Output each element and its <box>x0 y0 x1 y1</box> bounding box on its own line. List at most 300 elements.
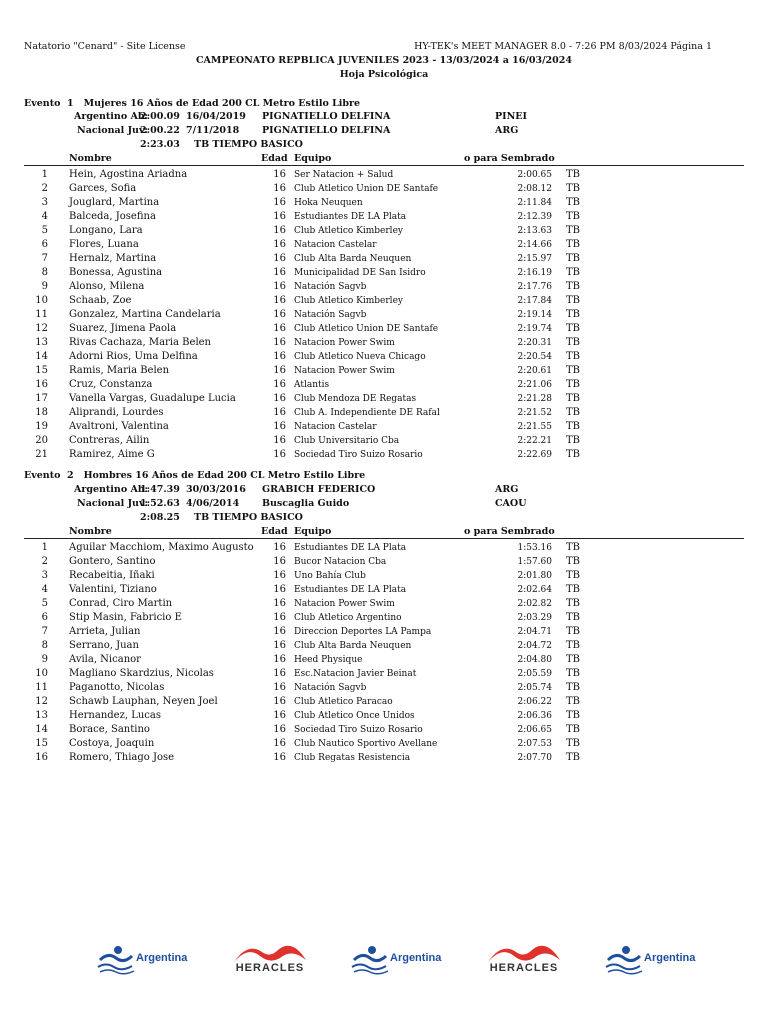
cell-name: Romero, Thiago Jose <box>69 752 175 763</box>
cell-age: 16 <box>273 281 286 292</box>
record-holder: TB TIEMPO BASICO <box>194 139 303 150</box>
cell-name: Balceda, Josefina <box>69 211 156 222</box>
cell-age: 16 <box>273 556 286 567</box>
table-row <box>0 308 768 322</box>
cell-time: 2:05.59 <box>517 669 552 679</box>
table-row <box>0 448 768 462</box>
table-row <box>0 406 768 420</box>
cell-tb: TB <box>566 421 581 432</box>
argentina-logo <box>96 940 192 980</box>
table-row <box>0 294 768 308</box>
cell-age: 16 <box>273 640 286 651</box>
cell-age: 16 <box>273 626 286 637</box>
cell-team: Club Atletico Paracao <box>294 697 393 707</box>
cell-name: Ramirez, Aime G <box>69 449 155 460</box>
cell-place: 10 <box>35 668 48 679</box>
col-seed: o para Sembrado <box>464 153 555 164</box>
cell-time: 2:03.29 <box>517 613 552 623</box>
cell-name: Arrieta, Julian <box>69 626 141 637</box>
cell-age: 16 <box>273 309 286 320</box>
col-team: Equipo <box>294 526 332 537</box>
table-row <box>0 695 768 709</box>
cell-age: 16 <box>273 253 286 264</box>
table-row <box>0 252 768 266</box>
cell-name: Jouglard, Martina <box>69 197 160 208</box>
col-age: Edad <box>261 153 288 164</box>
cell-time: 2:07.70 <box>517 753 552 763</box>
cell-age: 16 <box>273 724 286 735</box>
cell-team: Club Alta Barda Neuquen <box>294 254 412 264</box>
cell-place: 4 <box>41 584 48 595</box>
cell-team: Atlantis <box>294 380 330 390</box>
table-row <box>0 322 768 336</box>
table-row <box>0 751 768 765</box>
cell-time: 2:02.64 <box>517 585 552 595</box>
cell-tb: TB <box>566 393 581 404</box>
cell-place: 17 <box>35 393 48 404</box>
cell-age: 16 <box>273 584 286 595</box>
cell-place: 21 <box>35 449 48 460</box>
record-date: 30/03/2016 <box>186 484 246 495</box>
cell-time: 2:20.61 <box>517 366 552 376</box>
cell-place: 9 <box>41 281 48 292</box>
table-row <box>0 625 768 639</box>
cell-team: Hoka Neuquen <box>294 198 363 208</box>
cell-place: 11 <box>35 682 48 693</box>
cell-age: 16 <box>273 682 286 693</box>
cell-team: Direccion Deportes LA Pampa <box>294 627 432 637</box>
table-row <box>0 168 768 182</box>
cell-team: Natacion Power Swim <box>294 366 395 376</box>
cell-name: Vanella Vargas, Guadalupe Lucia <box>69 393 236 404</box>
cell-tb: TB <box>566 584 581 595</box>
cell-age: 16 <box>273 542 286 553</box>
header-rule <box>24 165 744 166</box>
cell-tb: TB <box>566 337 581 348</box>
cell-age: 16 <box>273 570 286 581</box>
heracles-mark-icon <box>230 940 310 964</box>
cell-name: Schaab, Zoe <box>69 295 132 306</box>
cell-team: Uno Bahía Club <box>294 571 366 581</box>
cell-place: 14 <box>35 724 48 735</box>
cell-team: Sociedad Tiro Suizo Rosario <box>294 725 423 735</box>
cell-time: 2:21.55 <box>517 422 552 432</box>
cell-age: 16 <box>273 295 286 306</box>
cell-team: Bucor Natacion Cba <box>294 557 387 567</box>
record-argentino <box>0 484 768 498</box>
cell-age: 16 <box>273 239 286 250</box>
report-title: Hoja Psicológica <box>339 69 429 80</box>
table-row <box>0 737 768 751</box>
cell-age: 16 <box>273 668 286 679</box>
cell-age: 16 <box>273 612 286 623</box>
record-date: 4/06/2014 <box>186 498 240 509</box>
record-label: Nacional Juv: <box>77 125 148 136</box>
cell-time: 2:17.84 <box>517 296 552 306</box>
cell-team: Club Atletico Argentino <box>294 613 402 623</box>
cell-time: 2:04.80 <box>517 655 552 665</box>
cell-name: Adorni Rios, Uma Delfina <box>69 351 198 362</box>
cell-time: 2:04.71 <box>517 627 552 637</box>
cell-time: 2:06.36 <box>517 711 552 721</box>
cell-place: 16 <box>35 379 48 390</box>
cell-tb: TB <box>566 211 581 222</box>
cell-time: 2:01.80 <box>517 571 552 581</box>
cell-time: 2:11.84 <box>517 198 552 208</box>
cell-place: 12 <box>35 323 48 334</box>
table-row <box>0 182 768 196</box>
swimmer-icon <box>350 940 390 980</box>
cell-team: Natacion Power Swim <box>294 338 395 348</box>
cell-age: 16 <box>273 654 286 665</box>
cell-time: 2:16.19 <box>517 268 552 278</box>
cell-place: 6 <box>41 612 48 623</box>
cell-place: 2 <box>41 556 48 567</box>
cell-place: 15 <box>35 365 48 376</box>
cell-name: Longano, Lara <box>69 225 143 236</box>
cell-age: 16 <box>273 598 286 609</box>
cell-age: 16 <box>273 337 286 348</box>
record-time: 2:23.03 <box>140 139 180 150</box>
col-team: Equipo <box>294 153 332 164</box>
record-time: 1:52.63 <box>140 498 180 509</box>
cell-team: Sociedad Tiro Suizo Rosario <box>294 450 423 460</box>
cell-age: 16 <box>273 393 286 404</box>
record-nacional <box>0 125 768 139</box>
cell-tb: TB <box>566 626 581 637</box>
cell-age: 16 <box>273 169 286 180</box>
cell-name: Aguilar Macchiom, Maximo Augusto <box>69 542 254 553</box>
record-holder: PIGNATIELLO DELFINA <box>262 111 391 122</box>
table-row <box>0 653 768 667</box>
cell-age: 16 <box>273 197 286 208</box>
cell-team: Natación Sagvb <box>294 282 367 292</box>
cell-name: Gontero, Santino <box>69 556 156 567</box>
cell-name: Rivas Cachaza, Maria Belen <box>69 337 211 348</box>
logo-wordmark: HERACLES <box>489 962 559 974</box>
record-time: 1:47.39 <box>140 484 180 495</box>
cell-name: Schawb Lauphan, Neyen Joel <box>69 696 218 707</box>
cell-tb: TB <box>566 267 581 278</box>
cell-tb: TB <box>566 682 581 693</box>
cell-team: Club Regatas Resistencia <box>294 753 411 763</box>
cell-team: Club Atletico Nueva Chicago <box>294 352 426 362</box>
cell-name: Alonso, Milena <box>69 281 145 292</box>
cell-tb: TB <box>566 710 581 721</box>
software-version-text: HY-TEK's MEET MANAGER 8.0 - 7:26 PM 8/03/2024 Página 1 <box>414 41 712 52</box>
cell-team: Natacion Castelar <box>294 240 377 250</box>
record-label: Argentino Ab: <box>73 111 148 122</box>
cell-tb: TB <box>566 365 581 376</box>
cell-time: 2:00.65 <box>517 170 552 180</box>
cell-age: 16 <box>273 183 286 194</box>
cell-name: Serrano, Juan <box>69 640 139 651</box>
cell-tb: TB <box>566 407 581 418</box>
heracles-logo <box>484 940 564 980</box>
cell-team: Estudiantes DE LA Plata <box>294 543 407 553</box>
cell-tb: TB <box>566 654 581 665</box>
col-seed: o para Sembrado <box>464 526 555 537</box>
cell-place: 20 <box>35 435 48 446</box>
table-row <box>0 350 768 364</box>
cell-name: Flores, Luana <box>69 239 139 250</box>
cell-place: 7 <box>41 626 48 637</box>
record-team: CAOU <box>495 498 527 509</box>
cell-time: 2:06.22 <box>517 697 552 707</box>
cell-place: 5 <box>41 225 48 236</box>
cell-tb: TB <box>566 738 581 749</box>
cell-time: 2:20.54 <box>517 352 552 362</box>
cell-tb: TB <box>566 435 581 446</box>
event-title: Evento 1 Mujeres 16 Años de Edad 200 CL Metro Estilo Libre <box>24 98 361 109</box>
cell-team: Natacion Castelar <box>294 422 377 432</box>
record-team: PINEI <box>495 111 527 122</box>
record-holder: TB TIEMPO BASICO <box>194 512 303 523</box>
cell-time: 2:17.76 <box>517 282 552 292</box>
cell-team: Club Mendoza DE Regatas <box>294 394 417 404</box>
cell-age: 16 <box>273 738 286 749</box>
table-row <box>0 378 768 392</box>
record-date: 7/11/2018 <box>186 125 240 136</box>
cell-time: 1:57.60 <box>517 557 552 567</box>
cell-place: 10 <box>35 295 48 306</box>
cell-name: Hernalz, Martina <box>69 253 157 264</box>
cell-place: 3 <box>41 197 48 208</box>
cell-time: 2:07.53 <box>517 739 552 749</box>
logo-wordmark: Argentina <box>390 952 442 964</box>
heracles-logo <box>230 940 310 980</box>
table-row <box>0 709 768 723</box>
cell-team: Club A. Independiente DE Rafal <box>294 408 440 418</box>
cell-time: 2:22.69 <box>517 450 552 460</box>
cell-name: Avila, Nicanor <box>69 654 141 665</box>
cell-name: Hernandez, Lucas <box>69 710 161 721</box>
table-row <box>0 583 768 597</box>
cell-tb: TB <box>566 640 581 651</box>
cell-tb: TB <box>566 724 581 735</box>
cell-tb: TB <box>566 239 581 250</box>
cell-tb: TB <box>566 570 581 581</box>
cell-team: Municipalidad DE San Isidro <box>294 268 426 278</box>
cell-name: Paganotto, Nicolas <box>69 682 165 693</box>
cell-name: Valentini, Tiziano <box>69 584 157 595</box>
cell-time: 2:21.28 <box>517 394 552 404</box>
cell-team: Club Atletico Union DE Santafe <box>294 324 439 334</box>
table-row <box>0 611 768 625</box>
cell-age: 16 <box>273 225 286 236</box>
cell-name: Ramis, Maria Belen <box>69 365 170 376</box>
table-row <box>0 434 768 448</box>
record-time: 2:00.22 <box>140 125 180 136</box>
table-row <box>0 364 768 378</box>
cell-team: Club Alta Barda Neuquen <box>294 641 412 651</box>
table-row <box>0 392 768 406</box>
cell-name: Aliprandi, Lourdes <box>69 407 164 418</box>
cell-name: Stip Masin, Fabricio E <box>69 612 182 623</box>
site-license-text: Natatorio "Cenard" - Site License <box>24 41 186 52</box>
table-row <box>0 597 768 611</box>
cell-place: 1 <box>41 542 48 553</box>
cell-tb: TB <box>566 323 581 334</box>
argentina-logo <box>350 940 446 980</box>
table-row <box>0 196 768 210</box>
cell-tb: TB <box>566 225 581 236</box>
record-holder: PIGNATIELLO DELFINA <box>262 125 391 136</box>
cell-team: Club Atletico Kimberley <box>294 296 403 306</box>
cell-place: 19 <box>35 421 48 432</box>
col-age: Edad <box>261 526 288 537</box>
cell-tb: TB <box>566 351 581 362</box>
cell-place: 7 <box>41 253 48 264</box>
cell-place: 2 <box>41 183 48 194</box>
cell-time: 2:02.82 <box>517 599 552 609</box>
cell-name: Bonessa, Agustina <box>69 267 163 278</box>
cell-tb: TB <box>566 309 581 320</box>
header-rule <box>24 538 744 539</box>
cell-tb: TB <box>566 668 581 679</box>
cell-place: 6 <box>41 239 48 250</box>
cell-team: Estudiantes DE LA Plata <box>294 212 407 222</box>
cell-time: 2:21.52 <box>517 408 552 418</box>
cell-age: 16 <box>273 351 286 362</box>
cell-place: 18 <box>35 407 48 418</box>
cell-age: 16 <box>273 752 286 763</box>
cell-tb: TB <box>566 752 581 763</box>
cell-team: Ser Natacion + Salud <box>294 170 394 180</box>
cell-age: 16 <box>273 211 286 222</box>
cell-time: 2:19.14 <box>517 310 552 320</box>
record-holder: GRABICH FEDERICO <box>262 484 376 495</box>
cell-tb: TB <box>566 696 581 707</box>
cell-name: Suarez, Jimena Paola <box>69 323 177 334</box>
record-standard <box>0 512 768 526</box>
table-row <box>0 210 768 224</box>
record-team: ARG <box>495 484 519 495</box>
cell-place: 8 <box>41 267 48 278</box>
footer-logos <box>0 940 768 980</box>
cell-team: Club Nautico Sportivo Avellane <box>294 739 438 749</box>
cell-name: Conrad, Ciro Martin <box>69 598 173 609</box>
table-row <box>0 420 768 434</box>
cell-time: 2:04.72 <box>517 641 552 651</box>
table-row <box>0 639 768 653</box>
cell-team: Club Atletico Union DE Santafe <box>294 184 439 194</box>
cell-place: 11 <box>35 309 48 320</box>
cell-time: 2:05.74 <box>517 683 552 693</box>
meet-title: CAMPEONATO REPBLICA JUVENILES 2023 - 13/03/2024 a 16/03/2024 <box>196 55 572 66</box>
cell-team: Club Atletico Kimberley <box>294 226 403 236</box>
cell-team: Estudiantes DE LA Plata <box>294 585 407 595</box>
cell-place: 1 <box>41 169 48 180</box>
cell-tb: TB <box>566 253 581 264</box>
table-row <box>0 224 768 238</box>
cell-name: Avaltroni, Valentina <box>69 421 169 432</box>
entries-table <box>0 541 768 765</box>
heracles-mark-icon <box>484 940 564 964</box>
table-row <box>0 541 768 555</box>
cell-age: 16 <box>273 323 286 334</box>
cell-time: 2:15.97 <box>517 254 552 264</box>
cell-place: 16 <box>35 752 48 763</box>
argentina-logo <box>604 940 700 980</box>
cell-tb: TB <box>566 598 581 609</box>
record-team: ARG <box>495 125 519 136</box>
cell-tb: TB <box>566 295 581 306</box>
cell-place: 14 <box>35 351 48 362</box>
cell-name: Contreras, Ailin <box>69 435 150 446</box>
cell-place: 13 <box>35 337 48 348</box>
cell-place: 5 <box>41 598 48 609</box>
record-label: Argentino Ab: <box>73 484 148 495</box>
table-row <box>0 280 768 294</box>
cell-tb: TB <box>566 183 581 194</box>
cell-tb: TB <box>566 449 581 460</box>
cell-time: 2:21.06 <box>517 380 552 390</box>
cell-place: 12 <box>35 696 48 707</box>
cell-time: 2:19.74 <box>517 324 552 334</box>
col-name: Nombre <box>69 526 112 537</box>
cell-time: 2:06.65 <box>517 725 552 735</box>
cell-name: Hein, Agostina Ariadna <box>69 169 188 180</box>
cell-team: Natación Sagvb <box>294 310 367 320</box>
table-row <box>0 569 768 583</box>
entries-table <box>0 168 768 462</box>
cell-name: Gonzalez, Martina Candelaria <box>69 309 221 320</box>
record-time: 2:00.09 <box>140 111 180 122</box>
record-nacional <box>0 498 768 512</box>
cell-tb: TB <box>566 612 581 623</box>
logo-wordmark: HERACLES <box>235 962 305 974</box>
cell-name: Magliano Skardzius, Nicolas <box>69 668 214 679</box>
logo-wordmark: Argentina <box>136 952 188 964</box>
table-row <box>0 723 768 737</box>
cell-time: 2:20.31 <box>517 338 552 348</box>
cell-age: 16 <box>273 449 286 460</box>
cell-time: 2:08.12 <box>517 184 552 194</box>
table-row <box>0 681 768 695</box>
record-standard <box>0 139 768 153</box>
cell-team: Heed Physique <box>294 655 363 665</box>
cell-time: 2:22.21 <box>517 436 552 446</box>
cell-place: 13 <box>35 710 48 721</box>
table-row <box>0 238 768 252</box>
record-time: 2:08.25 <box>140 512 180 523</box>
cell-tb: TB <box>566 542 581 553</box>
cell-age: 16 <box>273 365 286 376</box>
cell-team: Natación Sagvb <box>294 683 367 693</box>
cell-tb: TB <box>566 556 581 567</box>
cell-age: 16 <box>273 407 286 418</box>
cell-tb: TB <box>566 281 581 292</box>
cell-time: 2:12.39 <box>517 212 552 222</box>
cell-age: 16 <box>273 696 286 707</box>
table-row <box>0 266 768 280</box>
cell-age: 16 <box>273 435 286 446</box>
cell-name: Recabeitia, Iñaki <box>69 570 155 581</box>
swimmer-icon <box>604 940 644 980</box>
record-argentino <box>0 111 768 125</box>
record-label: Nacional Juv: <box>77 498 148 509</box>
table-row <box>0 555 768 569</box>
cell-time: 1:53.16 <box>517 543 552 553</box>
cell-age: 16 <box>273 379 286 390</box>
cell-team: Club Atletico Once Unidos <box>294 711 415 721</box>
logo-wordmark: Argentina <box>644 952 696 964</box>
cell-place: 9 <box>41 654 48 665</box>
cell-age: 16 <box>273 421 286 432</box>
cell-team: Esc.Natacion Javier Beinat <box>294 669 417 679</box>
cell-tb: TB <box>566 197 581 208</box>
